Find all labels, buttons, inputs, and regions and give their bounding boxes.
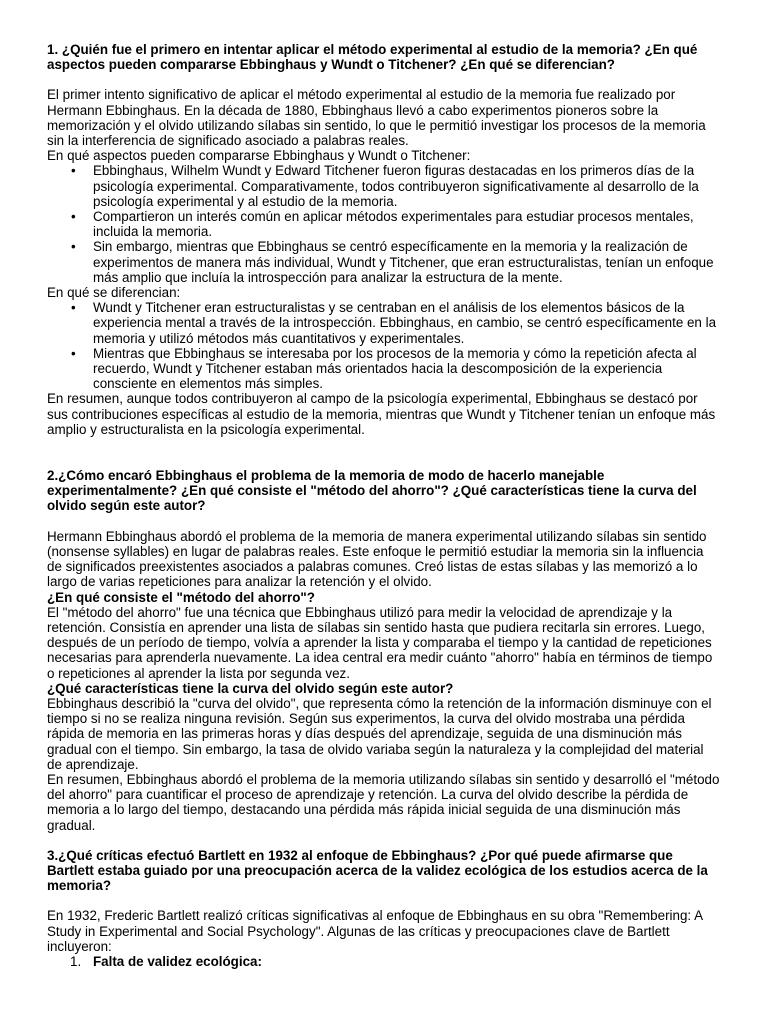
critique-list (47, 954, 720, 969)
answer-2-curve-paragraph: Ebbinghaus describió la "curva del olvido", que representa cómo la retención de la información disminuye con el tiempo si no se realiza ninguna revisión. Según sus experimentos, la curva del olvido mostraba una pérdida rápida de memoria en las primeras horas y días después del aprendizaje, seguida de una disminución más gradual con el tiempo. Sin embargo, la tasa de olvido variaba según la naturaleza y la complejidad del material de aprendizaje. (47, 695, 712, 772)
answer-2-paragraph: Hermann Ebbinghaus abordó el problema de la memoria de manera experimental utilizando sílabas sin sentido (nonsense syllables) en lugar de palabras reales. Este enfoque le permitió estudiar la memoria sin la influencia de significados preexistentes asociados a palabras comunes. Creó listas de estas sílabas y las memorizó a lo largo de varias repeticiones para analizar la retención y el olvido. (47, 528, 707, 590)
compare-list (47, 163, 720, 285)
list-item: • Wundt y Titchener eran estructuralistas y se centraban en el análisis de los elementos básicos de la experiencia mental a través de la introspección. Ebbinghaus, en cambio, se centró específicamente en la memoria y utilizó métodos más cuantitativos y experimentales. (93, 300, 720, 346)
answer-2-summary: En resumen, Ebbinghaus abordó el problema de la memoria utilizando sílabas sin sentido y desarrolló el "método del ahorro" para cuantificar el proceso de aprendizaje y retención. La curva del olvido describe la pérdida de memoria a lo largo del tiempo, destacando una pérdida más rápida inicial seguida de una disminución más gradual. (47, 771, 720, 833)
list-label: Falta de validez ecológica: (93, 953, 262, 969)
differ-list (47, 300, 720, 391)
question-1: 1. ¿Quién fue el primero en intentar aplicar el método experimental al estudio de la memoria? ¿En qué aspectos pueden compararse Ebbinghaus y Wundt o Titchener? ¿En qué se diferencian? (47, 42, 698, 73)
answer-2-savings-paragraph: El "método del ahorro" fue una técnica que Ebbinghaus utilizó para medir la velocidad de aprendizaje y la retención. Consistía en aprender una lista de sílabas sin sentido hasta que pudiera recitarla sin errores. Luego, después de un período de tiempo, volvía a aprender la lista y comparaba el tiempo y la cantidad de repeticiones necesarias para aprenderla nuevamente. La idea central era medir cuánto "ahorro" había en términos de tiempo o repeticiones al aprender la lista por segunda vez. (47, 604, 713, 681)
answer-3-paragraph: En 1932, Frederic Bartlett realizó críticas significativas al enfoque de Ebbinghaus en su obra "Remembering: A Study in Experimental and Social Psychology". Algunas de las críticas y preocupaciones clave de Bartlett incluyeron: (47, 908, 703, 954)
list-item: • Ebbinghaus, Wilhelm Wundt y Edward Titchener fueron figuras destacadas en los primeros días de la psicología experimental. Comparativamente, todos contribuyeron significativamente al desarrollo de la psicología experimental y al estudio de la memoria. (93, 163, 720, 209)
answer-1-compare-intro: En qué aspectos pueden compararse Ebbinghaus y Wundt o Titchener: (47, 148, 471, 164)
answer-1-paragraph: El primer intento significativo de aplicar el método experimental al estudio de la memoria fue realizado por Hermann Ebbinghaus. En la década de 1880, Ebbinghaus llevó a cabo experimentos pioneros sobre la memorización y el olvido utilizando sílabas sin sentido, lo que le permitió investigar los procesos de la memoria sin la interferencia de significado asociado a palabras reales. (47, 87, 706, 149)
list-item (70, 953, 720, 969)
list-item: • Sin embargo, mientras que Ebbinghaus se centró específicamente en la memoria y la realización de experimentos de manera más individual, Wundt y Titchener, que eran estructuralistas, tenían un enfoque más amplio que incluía la introspección para analizar la estructura de la mente. (93, 239, 720, 285)
list-number: 1. (70, 953, 82, 969)
answer-1-differ-intro: En qué se diferencian: (47, 285, 181, 301)
list-item: • Compartieron un interés común en aplicar métodos experimentales para estudiar procesos mentales, incluida la memoria. (93, 209, 720, 239)
question-3: 3.¿Qué críticas efectuó Bartlett en 1932 al enfoque de Ebbinghaus? ¿Por qué puede afirmarse que Bartlett estaba guiado por una preocupación acerca de la validez ecológica de los estudios acerca de la memoria? (47, 847, 708, 894)
answer-2-subheading-savings: ¿En qué consiste el "método del ahorro"? (47, 589, 315, 605)
answer-1-summary: En resumen, aunque todos contribuyeron al campo de la psicología experimental, Ebbinghaus se destacó por sus contribuciones específicas al estudio de la memoria, mientras que Wundt y Titchener tenían un enfoque más amplio y estructuralista en la psicología experimental. (47, 391, 716, 437)
question-2: 2.¿Cómo encaró Ebbinghaus el problema de la memoria de modo de hacerlo manejable experimentalmente? ¿En qué consiste el "método del ahorro"? ¿Qué características tiene la curva del olvido según este autor? (47, 468, 697, 514)
answer-2-subheading-curve: ¿Qué características tiene la curva del olvido según este autor? (47, 680, 454, 696)
list-item: • Mientras que Ebbinghaus se interesaba por los procesos de la memoria y cómo la repetición afecta al recuerdo, Wundt y Titchener estaban más orientados hacia la descomposición de la experiencia consciente en elementos más simples. (93, 346, 720, 392)
